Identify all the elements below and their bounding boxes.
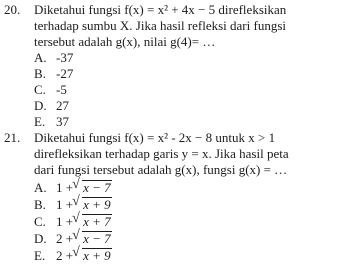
option-letter: B. [34,197,46,212]
option-c [34,213,112,229]
option-letter: C. [34,82,46,97]
radical-sign: √ [72,194,80,209]
square-root [73,196,112,212]
square-root [73,179,112,195]
question-text-line: dari fungsi tersebut adalah g(x), fungsi g(x) = … [34,162,288,177]
option-prefix: 1 + [56,214,74,229]
option-value: 27 [56,98,69,113]
option-letter: A. [34,50,47,65]
radicand: x + 9 [83,197,111,212]
option-value: 37 [56,114,69,129]
square-root [73,230,112,246]
option-letter: E. [34,114,46,129]
option-letter: E. [34,248,46,263]
square-root [73,213,112,229]
option-value: -37 [56,50,74,65]
radical-sign: √ [72,211,80,226]
radical-sign: √ [72,245,80,260]
square-root [73,247,112,263]
option-letter: C. [34,214,46,229]
option-prefix: 2 + [56,231,74,246]
option-e [34,247,112,263]
option-d [34,230,112,246]
option-a [34,179,112,195]
option-prefix: 1 + [56,180,74,195]
option-prefix: 1 + [56,197,74,212]
question-text-line: direfleksikan terhadap garis y = x. Jika hasil peta [34,146,289,161]
option-e [34,114,69,129]
option-letter: D. [34,231,47,246]
radical-sign: √ [72,228,80,243]
radicand: x − 7 [83,180,111,195]
option-value: -27 [56,66,74,81]
option-b [34,196,112,212]
option-a [34,50,73,65]
option-letter: B. [34,66,46,81]
radical-sign: √ [72,177,80,192]
question-number: 20. [4,2,21,17]
option-letter: A. [34,180,47,195]
radicand: x − 7 [83,231,111,246]
question-text-line: Diketahui fungsi f(x) = x² - 2x − 8 untuk x > 1 [34,130,276,145]
radicand: x + 7 [83,214,111,229]
option-letter: D. [34,98,47,113]
radicand: x + 9 [83,248,111,263]
option-prefix: 2 + [56,248,74,263]
option-c [34,82,67,97]
question-text-line: tersebut adalah g(x), nilai g(4)= … [34,34,216,49]
question-text-line: terhadap sumbu X. Jika hasil refleksi dari fungsi [34,18,286,33]
option-d [34,98,69,113]
question-text-line: Diketahui fungsi f(x) = x² + 4x − 5 direfleksikan [34,2,287,17]
option-value: -5 [56,82,67,97]
question-number: 21. [4,130,21,145]
option-b [34,66,73,81]
